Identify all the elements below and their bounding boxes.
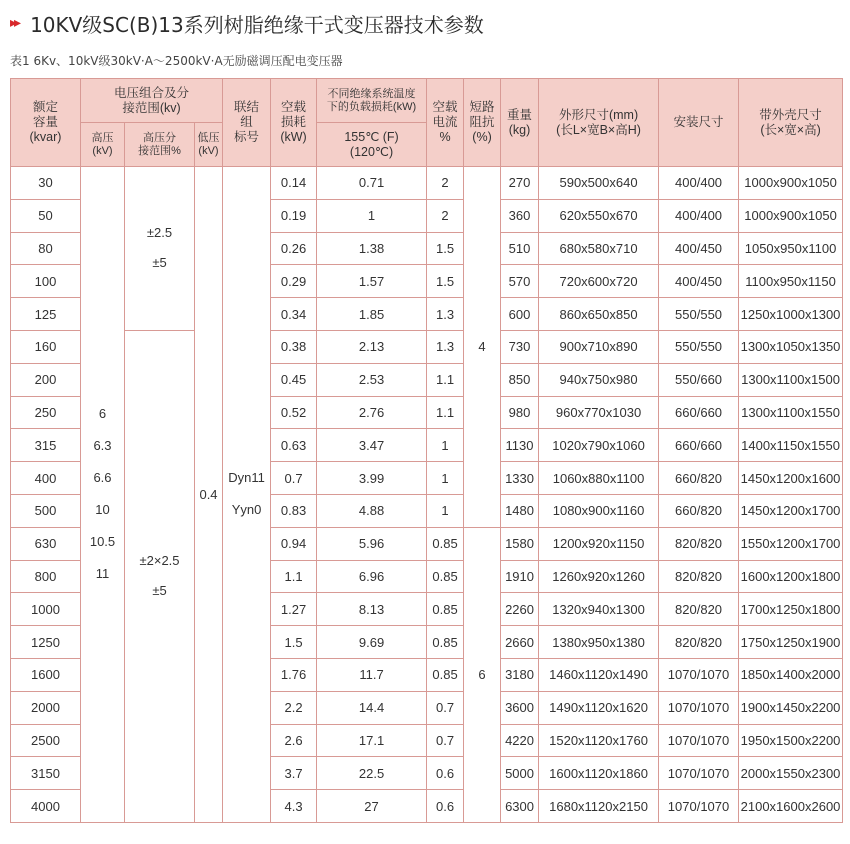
cell-install-size: 550/550 (659, 330, 739, 363)
header-line: 接范围% (138, 144, 181, 157)
cell-install-size: 400/450 (659, 265, 739, 298)
cell-weight: 4220 (501, 724, 539, 757)
header-line: (长L×宽B×高H) (556, 122, 641, 137)
header-weight (501, 79, 539, 167)
header-line: 额定 (32, 100, 58, 114)
header-short-circuit (464, 79, 501, 167)
cell-impedance-group2: 6 (464, 527, 501, 822)
header-line: 组 (240, 115, 253, 129)
header-line: (kV) (198, 144, 219, 157)
cell-install-size: 400/450 (659, 232, 739, 265)
cell-enclosure-size: 2100x1600x2600 (739, 790, 843, 823)
cell-install-size: 400/400 (659, 199, 739, 232)
cell-load-loss: 27 (317, 790, 427, 823)
cell-capacity: 315 (11, 429, 81, 462)
cell-weight: 1480 (501, 494, 539, 527)
cell-capacity: 160 (11, 330, 81, 363)
cell-load-loss: 2.13 (317, 330, 427, 363)
header-line: (长×宽×高) (760, 122, 821, 137)
cell-no-load-loss: 4.3 (271, 790, 317, 823)
header-line: 外形尺寸(mm) (558, 107, 639, 122)
cell-connection-merged-line: Yyn0 (231, 502, 262, 518)
header-line: 低压 (197, 131, 220, 144)
cell-dimensions: 1460x1120x1490 (539, 658, 659, 691)
cell-dimensions: 1320x940x1300 (539, 593, 659, 626)
cell-no-load-loss: 0.19 (271, 199, 317, 232)
spec-table (10, 78, 843, 823)
cell-enclosure-size: 1400x1150x1550 (739, 429, 843, 462)
cell-install-size: 1070/1070 (659, 691, 739, 724)
cell-no-load-loss: 0.7 (271, 462, 317, 495)
cell-install-size: 820/820 (659, 593, 739, 626)
cell-load-loss: 6.96 (317, 560, 427, 593)
cell-dimensions: 590x500x640 (539, 167, 659, 200)
cell-no-load-loss: 0.45 (271, 363, 317, 396)
cell-install-size: 820/820 (659, 527, 739, 560)
table-caption: 表1 6Kv、10kV级30kV·A～2500kV·A无励磁调压配电变压器 (10, 54, 343, 68)
cell-tap-group1-line: ±2.5 (146, 225, 173, 241)
cell-dimensions: 1200x920x1150 (539, 527, 659, 560)
cell-install-size: 660/660 (659, 396, 739, 429)
cell-load-loss: 3.99 (317, 462, 427, 495)
cell-hv-merged (81, 167, 125, 823)
header-line: 阻抗 (469, 115, 495, 129)
cell-capacity: 500 (11, 494, 81, 527)
cell-install-size: 1070/1070 (659, 724, 739, 757)
header-line: 带外壳尺寸 (759, 107, 822, 122)
cell-weight: 6300 (501, 790, 539, 823)
cell-capacity: 2000 (11, 691, 81, 724)
cell-load-loss: 5.96 (317, 527, 427, 560)
cell-weight: 1910 (501, 560, 539, 593)
header-line: 重量 (507, 107, 533, 122)
cell-weight: 600 (501, 298, 539, 331)
cell-enclosure-size: 1900x1450x2200 (739, 691, 843, 724)
header-line: 155℃ (F) (344, 129, 399, 144)
cell-hv-merged-line: 11 (95, 566, 110, 582)
cell-enclosure-size: 1300x1100x1500 (739, 363, 843, 396)
cell-dimensions: 1680x1120x2150 (539, 790, 659, 823)
cell-capacity: 250 (11, 396, 81, 429)
cell-hv-merged-line: 10 (95, 502, 110, 518)
cell-load-loss: 1.57 (317, 265, 427, 298)
cell-no-load-current: 2 (427, 199, 464, 232)
header-line: 下的负载损耗(kW) (326, 100, 417, 113)
cell-enclosure-size: 1950x1500x2200 (739, 724, 843, 757)
cell-dimensions: 1380x950x1380 (539, 626, 659, 659)
header-line: 容量 (32, 115, 58, 129)
cell-install-size: 400/400 (659, 167, 739, 200)
cell-weight: 2260 (501, 593, 539, 626)
cell-connection-merged-line: Dyn11 (228, 470, 265, 486)
cell-lv-merged: 0.4 (195, 167, 223, 823)
cell-enclosure-size: 2000x1550x2300 (739, 757, 843, 790)
double-arrow-icon: ▸▸ (10, 15, 19, 31)
cell-no-load-current: 1 (427, 494, 464, 527)
header-line: (kvar) (29, 130, 62, 144)
cell-connection-merged (223, 167, 271, 823)
cell-weight: 3180 (501, 658, 539, 691)
cell-weight: 3600 (501, 691, 539, 724)
cell-load-loss: 8.13 (317, 593, 427, 626)
table-row (11, 330, 843, 363)
header-line: 标号 (234, 130, 260, 144)
cell-load-loss: 4.88 (317, 494, 427, 527)
cell-install-size: 550/660 (659, 363, 739, 396)
cell-hv-merged-line: 10.5 (89, 534, 116, 550)
cell-impedance-group1: 4 (464, 167, 501, 528)
cell-capacity: 200 (11, 363, 81, 396)
cell-no-load-loss: 0.83 (271, 494, 317, 527)
header-line: (kg) (508, 122, 531, 137)
cell-dimensions: 680x580x710 (539, 232, 659, 265)
cell-load-loss: 9.69 (317, 626, 427, 659)
cell-install-size: 820/820 (659, 626, 739, 659)
cell-enclosure-size: 1300x1050x1350 (739, 330, 843, 363)
cell-dimensions: 860x650x850 (539, 298, 659, 331)
header-line: (kV) (92, 144, 113, 157)
cell-no-load-current: 0.85 (427, 560, 464, 593)
cell-enclosure-size: 1750x1250x1900 (739, 626, 843, 659)
header-line: 联结 (234, 100, 260, 114)
header-voltage-group (81, 79, 223, 123)
cell-enclosure-size: 1000x900x1050 (739, 167, 843, 200)
cell-capacity: 3150 (11, 757, 81, 790)
cell-capacity: 2500 (11, 724, 81, 757)
cell-capacity: 80 (11, 232, 81, 265)
cell-tap-group2-line: ±5 (152, 583, 167, 599)
cell-no-load-current: 0.85 (427, 527, 464, 560)
cell-dimensions: 940x750x980 (539, 363, 659, 396)
cell-dimensions: 1520x1120x1760 (539, 724, 659, 757)
cell-dimensions: 620x550x670 (539, 199, 659, 232)
cell-no-load-loss: 1.27 (271, 593, 317, 626)
cell-load-loss: 2.53 (317, 363, 427, 396)
cell-capacity: 30 (11, 167, 81, 200)
cell-weight: 850 (501, 363, 539, 396)
header-no-load-current (427, 79, 464, 167)
header-line: (kW) (280, 130, 307, 144)
cell-no-load-loss: 0.38 (271, 330, 317, 363)
cell-install-size: 1070/1070 (659, 790, 739, 823)
cell-no-load-current: 1.5 (427, 265, 464, 298)
cell-install-size: 660/820 (659, 494, 739, 527)
cell-no-load-loss: 0.29 (271, 265, 317, 298)
cell-no-load-current: 1.1 (427, 396, 464, 429)
cell-no-load-loss: 1.5 (271, 626, 317, 659)
cell-capacity: 630 (11, 527, 81, 560)
cell-capacity: 100 (11, 265, 81, 298)
cell-install-size: 660/660 (659, 429, 739, 462)
cell-no-load-loss: 0.34 (271, 298, 317, 331)
header-line: (%) (472, 130, 492, 144)
cell-enclosure-size: 1600x1200x1800 (739, 560, 843, 593)
cell-load-loss: 1 (317, 199, 427, 232)
cell-weight: 980 (501, 396, 539, 429)
cell-no-load-loss: 1.76 (271, 658, 317, 691)
cell-load-loss: 22.5 (317, 757, 427, 790)
header-line: 损耗 (281, 115, 307, 129)
cell-no-load-current: 0.6 (427, 790, 464, 823)
cell-dimensions: 1600x1120x1860 (539, 757, 659, 790)
header-line: % (439, 130, 451, 144)
cell-no-load-current: 0.7 (427, 724, 464, 757)
cell-tap-group1 (125, 167, 195, 331)
cell-capacity: 50 (11, 199, 81, 232)
cell-enclosure-size: 1850x1400x2000 (739, 658, 843, 691)
header-line: (120℃) (349, 144, 394, 159)
header-install-size: 安装尺寸 (659, 79, 739, 167)
table-body (11, 167, 843, 823)
cell-enclosure-size: 1100x950x1150 (739, 265, 843, 298)
header-connection (223, 79, 271, 167)
cell-capacity: 400 (11, 462, 81, 495)
header-hv (81, 123, 125, 167)
cell-weight: 2660 (501, 626, 539, 659)
cell-capacity: 800 (11, 560, 81, 593)
cell-no-load-current: 1.5 (427, 232, 464, 265)
cell-tap-group2-line: ±2×2.5 (139, 553, 180, 569)
cell-enclosure-size: 1250x1000x1300 (739, 298, 843, 331)
cell-capacity: 4000 (11, 790, 81, 823)
cell-no-load-current: 1.3 (427, 330, 464, 363)
cell-no-load-current: 1 (427, 462, 464, 495)
cell-no-load-loss: 0.52 (271, 396, 317, 429)
cell-no-load-current: 2 (427, 167, 464, 200)
cell-capacity: 125 (11, 298, 81, 331)
cell-weight: 510 (501, 232, 539, 265)
cell-load-loss: 1.85 (317, 298, 427, 331)
cell-no-load-loss: 1.1 (271, 560, 317, 593)
cell-load-loss: 11.7 (317, 658, 427, 691)
cell-no-load-loss: 0.63 (271, 429, 317, 462)
cell-no-load-current: 0.7 (427, 691, 464, 724)
header-no-load-loss (271, 79, 317, 167)
cell-dimensions: 1260x920x1260 (539, 560, 659, 593)
cell-load-loss: 17.1 (317, 724, 427, 757)
cell-enclosure-size: 1450x1200x1700 (739, 494, 843, 527)
cell-no-load-loss: 2.2 (271, 691, 317, 724)
cell-no-load-current: 0.6 (427, 757, 464, 790)
cell-load-loss: 0.71 (317, 167, 427, 200)
header-enclosure-size (739, 79, 843, 167)
cell-install-size: 660/820 (659, 462, 739, 495)
cell-hv-merged-line: 6.3 (93, 438, 112, 454)
cell-weight: 730 (501, 330, 539, 363)
table-row (11, 167, 843, 200)
cell-install-size: 820/820 (659, 560, 739, 593)
cell-no-load-current: 0.85 (427, 593, 464, 626)
cell-dimensions: 1060x880x1100 (539, 462, 659, 495)
cell-capacity: 1250 (11, 626, 81, 659)
cell-hv-merged-line: 6.6 (93, 470, 112, 486)
cell-install-size: 1070/1070 (659, 658, 739, 691)
cell-no-load-current: 1.3 (427, 298, 464, 331)
cell-no-load-loss: 0.26 (271, 232, 317, 265)
header-line: 短路 (469, 100, 495, 114)
cell-capacity: 1000 (11, 593, 81, 626)
cell-dimensions: 1490x1120x1620 (539, 691, 659, 724)
cell-load-loss: 1.38 (317, 232, 427, 265)
cell-tap-group2 (125, 330, 195, 822)
cell-no-load-current: 0.85 (427, 626, 464, 659)
cell-no-load-current: 1.1 (427, 363, 464, 396)
header-line: 接范围(kv) (122, 100, 181, 115)
header-load-loss-temp (317, 123, 427, 167)
cell-capacity: 1600 (11, 658, 81, 691)
page-title (10, 8, 484, 38)
cell-no-load-loss: 0.14 (271, 167, 317, 200)
header-line: 电压组合及分 (114, 85, 190, 100)
cell-dimensions: 960x770x1030 (539, 396, 659, 429)
cell-enclosure-size: 1450x1200x1600 (739, 462, 843, 495)
cell-weight: 1130 (501, 429, 539, 462)
cell-install-size: 550/550 (659, 298, 739, 331)
cell-dimensions: 1020x790x1060 (539, 429, 659, 462)
cell-weight: 5000 (501, 757, 539, 790)
cell-hv-merged-line: 6 (98, 406, 107, 422)
cell-dimensions: 720x600x720 (539, 265, 659, 298)
cell-no-load-current: 0.85 (427, 658, 464, 691)
header-line: 电流 (432, 115, 458, 129)
header-load-loss (317, 79, 427, 123)
cell-load-loss: 2.76 (317, 396, 427, 429)
cell-install-size: 1070/1070 (659, 757, 739, 790)
header-tap-range (125, 123, 195, 167)
cell-no-load-loss: 2.6 (271, 724, 317, 757)
cell-enclosure-size: 1550x1200x1700 (739, 527, 843, 560)
header-line: 不同绝缘系统温度 (327, 87, 416, 100)
cell-no-load-current: 1 (427, 429, 464, 462)
cell-enclosure-size: 1050x950x1100 (739, 232, 843, 265)
cell-no-load-loss: 3.7 (271, 757, 317, 790)
cell-weight: 360 (501, 199, 539, 232)
header-line: 空载 (281, 100, 307, 114)
cell-load-loss: 14.4 (317, 691, 427, 724)
page-title-text: 10KV级SC(B)13系列树脂绝缘干式变压器技术参数 (30, 12, 484, 37)
cell-enclosure-size: 1300x1100x1550 (739, 396, 843, 429)
cell-weight: 1330 (501, 462, 539, 495)
cell-weight: 1580 (501, 527, 539, 560)
header-dimensions (539, 79, 659, 167)
header-line: 空载 (432, 100, 458, 114)
cell-weight: 270 (501, 167, 539, 200)
header-lv (195, 123, 223, 167)
cell-dimensions: 900x710x890 (539, 330, 659, 363)
header-rated-capacity (11, 79, 81, 167)
cell-dimensions: 1080x900x1160 (539, 494, 659, 527)
cell-enclosure-size: 1000x900x1050 (739, 199, 843, 232)
header-line: 高压 (91, 131, 114, 144)
header-line: 高压分 (143, 131, 176, 144)
cell-enclosure-size: 1700x1250x1800 (739, 593, 843, 626)
cell-no-load-loss: 0.94 (271, 527, 317, 560)
cell-weight: 570 (501, 265, 539, 298)
cell-load-loss: 3.47 (317, 429, 427, 462)
cell-tap-group1-line: ±5 (152, 255, 167, 271)
